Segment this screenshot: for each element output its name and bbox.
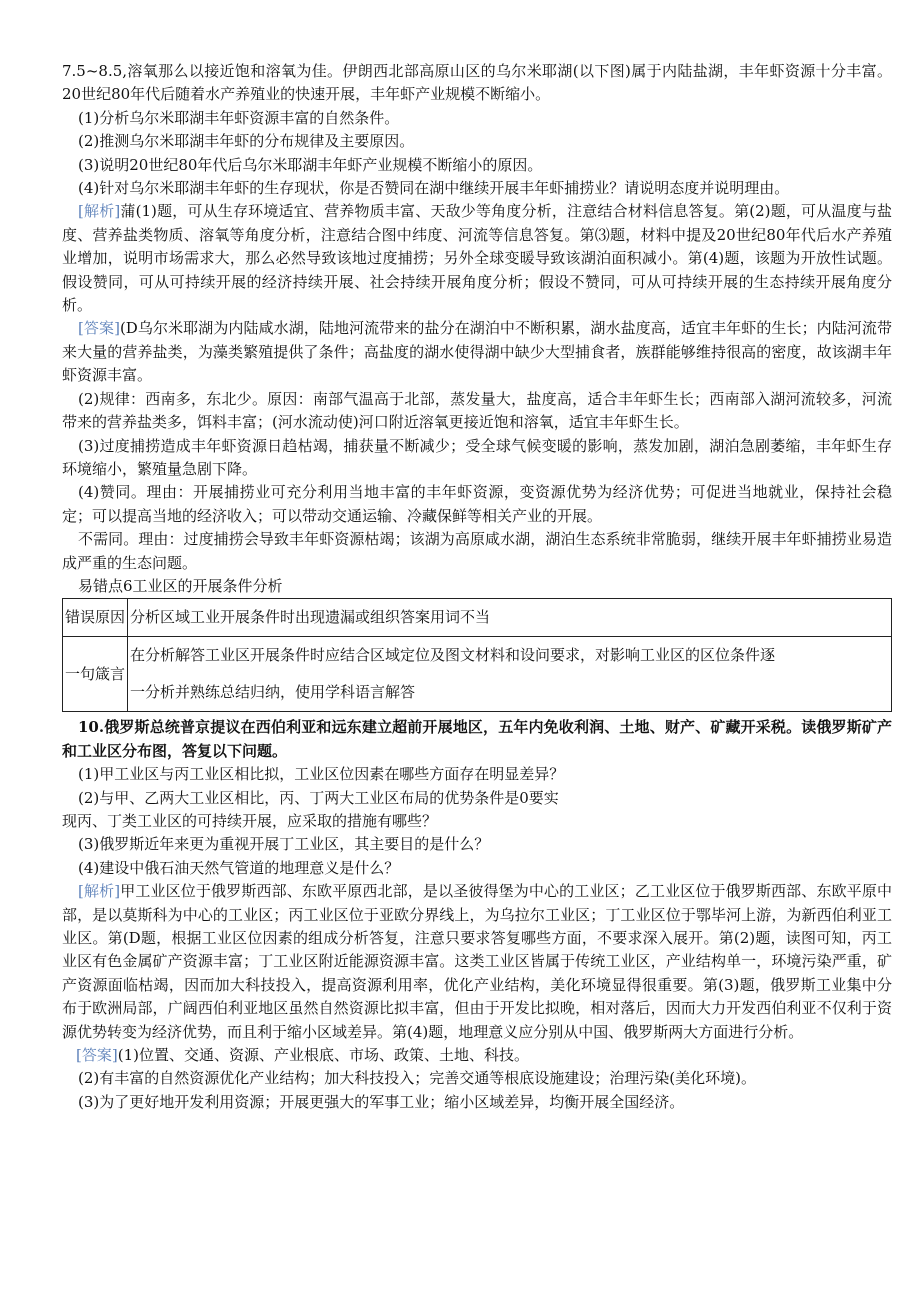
analysis-text: 蒲(1)题，可从生存环境适宜、营养物质丰富、天敌少等角度分析，注意结合材料信息答复。第(2)题，可从温度与盐度、营养盐类物质、溶氧等角度分析，注意结合图中纬度、河流等信息答复。第⑶题，材料中提及20世纪80年代后水产养殖业增加，说明市场需求大，那么必然导致该地过度捕捞；另外全球变暖导致该湖泊面积减小。第(4)题，该题为开放性试题。假设赞同，可从可持续开展的经济持续开展、社会持续开展角度分析；假设不赞同，可从可持续开展的生态持续开展角度分析。 <box>62 202 892 315</box>
question-10-part-2b: 现丙、丁类工业区的可持续开展，应采取的措施有哪些？ <box>62 811 438 830</box>
analysis-paragraph-1 <box>62 200 892 317</box>
document-page <box>62 60 892 1114</box>
question-4: (4)针对乌尔米耶湖丰年虾的生存现状，你是否赞同在湖中继续开展丰年虾捕捞业？请说明态度并说明理由。 <box>78 179 790 198</box>
answer-paragraph-1 <box>62 317 892 387</box>
question-1: (1)分析乌尔米耶湖丰年虾资源丰富的自然条件。 <box>78 108 400 127</box>
answer-part-4: (4)赞同。理由：开展捕捞业可充分利用当地丰富的丰年虾资源，变资源优势为经济优势；可促进当地就业，保持社会稳定；可以提高当地的经济收入；可以带动交通运输、冷藏保鲜等相关产业的开展。 <box>62 483 892 525</box>
answer-part-2: (2)规律：西南多，东北少。原因：南部气温高于北部，蒸发量大，盐度高，适合丰年虾生长；西南部入湖河流较多，河流带来的营养盐类多，饵料丰富；(河水流动使)河口附近溶氧更接近饱和溶氧，适宜丰年虾生长。 <box>62 389 892 432</box>
answer-part-3: (3)过度捕捞造成丰年虾资源日趋枯竭，捕获量不断减少；受全球气候变暖的影响，蒸发加剧，湖泊急剧萎缩，丰年虾生存环境缩小，繁殖量急剧下降。 <box>62 436 892 478</box>
answer-text: (1)位置、交通、资源、产业根底、市场、政策、土地、科技。 <box>117 1046 529 1065</box>
section-title: 易错点6工业区的开展条件分析 <box>78 576 283 595</box>
answer-tag: [答案] <box>78 319 120 338</box>
question-2: (2)推测乌尔米耶湖丰年虾的分布规律及主要原因。 <box>78 132 415 151</box>
question-10-stem: 10.俄罗斯总统普京提议在西伯利亚和远东建立超前开展地区，五年内免收利润、土地、财产、矿藏开采税。读俄罗斯矿产和工业区分布图，答复以下问题。 <box>62 718 892 760</box>
answer-text: (D乌尔米耶湖为内陆咸水湖，陆地河流带来的盐分在湖泊中不断积累，湖水盐度高，适宜丰年虾的生长；内陆河流带来大量的营养盐类，为藻类繁殖提供了条件；高盐度的湖水使得湖中缺少大型捕食者，族群能够维持很高的密度，故该湖丰年虾资源丰富。 <box>62 319 892 385</box>
table-head-cell: 错误原因 <box>63 599 128 637</box>
answer-tag: [答案] <box>76 1046 118 1065</box>
answer-2-part-3: (3)为了更好地开发利用资源；开展更强大的军事工业；缩小区域差异，均衡开展全国经济。 <box>78 1092 685 1111</box>
answer-paragraph-2 <box>62 1044 892 1067</box>
analysis-tag: [解析] <box>78 882 121 901</box>
answer-2-part-2: (2)有丰富的自然资源优化产业结构；加大科技投入；完善交通等根底设施建设；治理污染(美化环境)。 <box>78 1069 756 1088</box>
table-cell-line: 在分析解答工业区开展条件时应结合区域定位及图文材料和设问要求，对影响工业区的区位条件逐 <box>130 646 776 665</box>
question-10-part-1: (1)甲工业区与丙工业区相比拟，工业区位因素在哪些方面存在明显差异？ <box>78 765 565 784</box>
question-3: (3)说明20世纪80年代后乌尔米耶湖丰年虾产业规模不断缩小的原因。 <box>78 155 543 174</box>
answer-part-5: 不需同。理由：过度捕捞会导致丰年虾资源枯竭；该湖为高原咸水湖，湖泊生态系统非常脆弱，继续开展丰年虾捕捞业易造成严重的生态问题。 <box>62 530 892 572</box>
question-10-part-4: (4)建设中俄石油天然气管道的地理意义是什么？ <box>78 858 400 877</box>
analysis-text: 甲工业区位于俄罗斯西部、东欧平原西北部，是以圣彼得堡为中心的工业区；乙工业区位于俄罗斯西部、东欧平原中部，是以莫斯科为中心的工业区；丙工业区位于亚欧分界线上，为乌拉尔工业区；丁工业区位于鄂毕河上游，为新西伯利亚工业区。第(D题，根据工业区位因素的组成分析答复，注意只要求答复哪些方面，不要求深入展开。第(2)题，读图可知，丙工业区有色金属矿产资源丰富；丁工业区附近能源资源丰富。这类工业区皆属于传统工业区，产业结构单一，环境污染严重，矿产资源面临枯竭，因而加大科技投入，提高资源利用率，优化产业结构，美化环境显得很重要。第(3)题，俄罗斯工业集中分布于欧洲局部，广阔西伯利亚地区虽然自然资源比拟丰富，但由于开发比拟晚，相对落后，因而大力开发西伯利亚不仅利于资源优势转变为经济优势，而且利于缩小区域差异。第(4)题，地理意义应分别从中国、俄罗斯两大方面进行分析。 <box>62 882 892 1041</box>
table-cell <box>128 637 892 712</box>
question-10-part-2a: (2)与甲、乙两大工业区相比，丙、丁两大工业区布局的优势条件是0要实 <box>78 788 559 807</box>
table-cell-line: 一分析并熟练总结归纳，使用学科语言解答 <box>130 683 416 702</box>
table-head-cell: 一句箴言 <box>63 637 128 712</box>
table-cell: 分析区域工业开展条件时出现遗漏或组织答案用词不当 <box>128 599 892 637</box>
question-10-part-3: (3)俄罗斯近年来更为重视开展丁工业区，其主要目的是什么？ <box>78 835 490 854</box>
intro-paragraph: 7.5~8.5,溶氧那么以接近饱和溶氧为佳。伊朗西北部高原山区的乌尔米耶湖(以下图)属于内陆盐湖，丰年虾资源十分丰富。20世纪80年代后随着水产养殖业的快速开展，丰年虾产业规模不断缩小。 <box>62 62 892 104</box>
analysis-paragraph-2 <box>62 880 892 1044</box>
analysis-tag: [解析] <box>78 202 121 221</box>
tips-table <box>62 598 892 712</box>
table-row <box>63 599 892 637</box>
table-row <box>63 637 892 712</box>
